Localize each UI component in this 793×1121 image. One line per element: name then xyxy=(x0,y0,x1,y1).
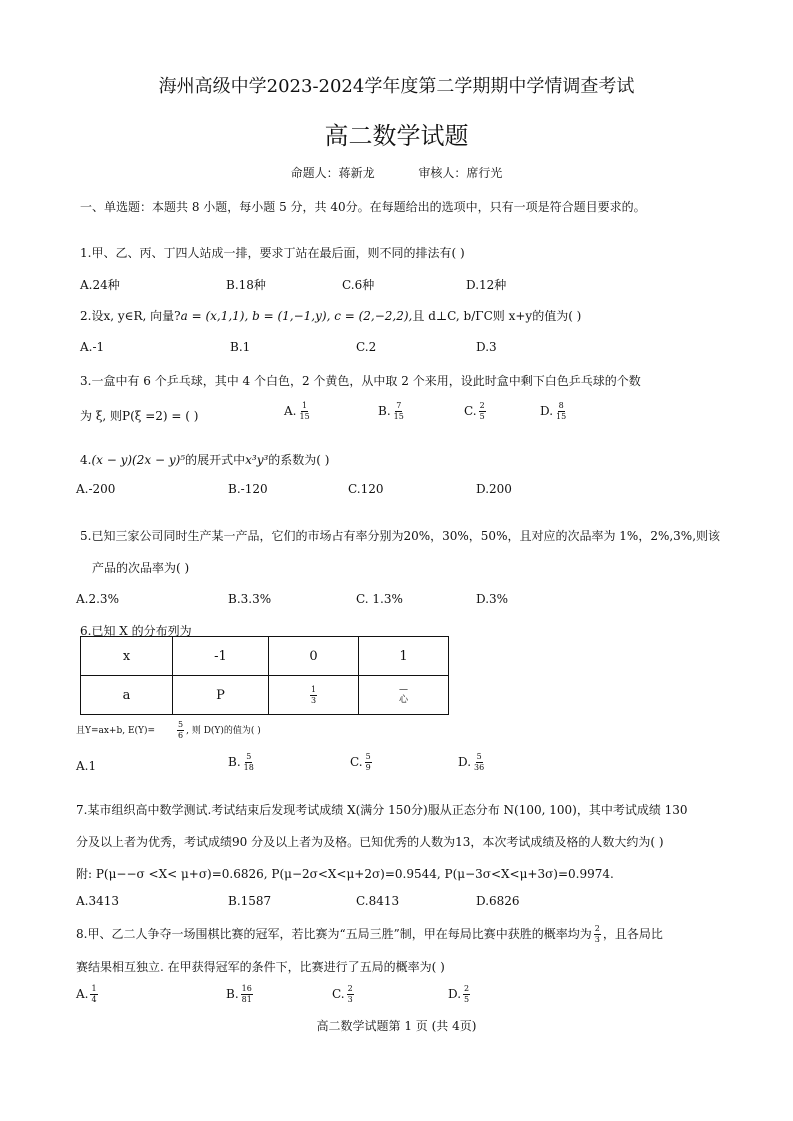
table-cell: $\frac{1}{3}$ xyxy=(269,676,359,715)
question-1-stem: 1.甲、乙、丙、丁四人站成一排，要求丁站在最后面，则不同的排法有( ) xyxy=(80,246,465,260)
q2-stem-post: 且 d⊥C, b/ΓC则 x+y的值为( ) xyxy=(412,309,582,323)
q7-option-b: B.1587 xyxy=(228,894,272,908)
q7-option-a: A.3413 xyxy=(76,894,120,908)
question-7-formula: 附: P(μ−−σ <X< μ+σ)=0.6826, P(μ−2σ<X<μ+2σ)=0.9544, P(μ−3σ<X<μ+3σ)=0.9974. xyxy=(76,867,614,881)
question-5-line1: 5.已知三家公司同时生产某一产品，它们的市场占有率分别为20%，30%，50%，且对应的次品率为 1%，2%,3%,则该 xyxy=(80,529,721,543)
q3-option-a: A. $\frac{1}{15}$ xyxy=(284,401,310,421)
q3-option-b: B. $\frac{7}{15}$ xyxy=(378,401,404,421)
table-cell: x xyxy=(81,637,173,676)
q1-option-a: A.24种 xyxy=(80,278,120,292)
q5-option-a: A.2.3% xyxy=(76,592,119,606)
setter-label: 命题人：蒋新龙 xyxy=(290,166,375,180)
paper-title: 高二数学试题 xyxy=(324,122,469,150)
question-8-line2: 赛结果相互独立. 在甲获得冠军的条件下，比赛进行了五局的概率为( ) xyxy=(76,960,445,974)
q4-option-a: A.-200 xyxy=(76,482,116,496)
q4-option-d: D.200 xyxy=(476,482,512,496)
q7-option-c: C.8413 xyxy=(356,894,400,908)
q2-option-c: C.2 xyxy=(356,340,377,354)
table-row xyxy=(81,637,449,676)
q4-option-b: B.-120 xyxy=(228,482,268,496)
question-5-line2: 产品的次品率为( ) xyxy=(92,561,190,575)
q4-term: x³y³ xyxy=(245,453,269,467)
q1-option-c: C.6种 xyxy=(342,278,375,292)
page-footer: 高二数学试题第 1 页 (共 4页) xyxy=(316,1019,477,1033)
q5-option-d: D.3% xyxy=(476,592,509,606)
question-3-line1: 3.一盒中有 6 个乒乓球，其中 4 个白色，2 个黄色，从中取 2 个来用，设此时盒中剩下白色乒乓球的个数 xyxy=(80,374,641,388)
question-4-stem: 4.(x − y)(2x − y)⁵的展开式中x³y³的系数为( ) xyxy=(80,453,330,467)
table-cell: a xyxy=(81,676,173,715)
q4-option-c: C.120 xyxy=(348,482,384,496)
q1-option-b: B.18种 xyxy=(226,278,266,292)
q4-expression: (x − y)(2x − y)⁵ xyxy=(91,453,186,467)
q2-option-a: A.-1 xyxy=(80,340,105,354)
q8-option-c: C. $\frac{2}{3}$ xyxy=(332,984,353,1004)
q5-option-c: C. 1.3% xyxy=(356,592,403,606)
q8-option-b: B. $\frac{16}{81}$ xyxy=(226,984,252,1004)
section-heading: 一、单选题：本题共 8 小题，每小题 5 分，共 40分。在每题给出的选项中，只有一项是符合题目要求的。 xyxy=(80,200,646,214)
school-exam-title: 海州高级中学2023-2024学年度第二学期期中学情调查考试 xyxy=(158,76,635,97)
question-7-line2: 分及以上者为优秀，考试成绩90 分及以上者为及格。已知优秀的人数为13，本次考试成绩及格的人数大约为( ) xyxy=(76,835,664,849)
q2-vector-math: a = (x,1,1), b = (1,−1,y), c = (2,−2,2), xyxy=(180,309,413,323)
q6-option-a: A.1 xyxy=(76,759,97,773)
table-row xyxy=(81,676,449,715)
table-cell: 1 xyxy=(359,637,449,676)
question-6-stem: 6.已知 X 的分布列为 xyxy=(80,624,192,638)
table-cell: — 心 xyxy=(359,676,449,715)
q6-option-b: B. $\frac{5}{18}$ xyxy=(228,752,254,772)
q6-option-c: C. $\frac{5}{9}$ xyxy=(350,752,371,772)
q8-option-a: A. $\frac{1}{4}$ xyxy=(76,984,97,1004)
table-cell: P xyxy=(173,676,269,715)
question-8-line1: 8.甲、乙二人争夺一场围棋比赛的冠军，若比赛为“五局三胜”制，甲在每局比赛中获胜的概率均为 $\frac{2}{3}$ ，且各局比 xyxy=(76,924,663,944)
q2-option-b: B.1 xyxy=(230,340,251,354)
question-7-line1: 7.某市组织高中数学测试.考试结束后发现考试成绩 X(满分 150分)服从正态分布 N(100, 100)，其中考试成绩 130 xyxy=(76,803,688,817)
q2-option-d: D.3 xyxy=(476,340,497,354)
q8-option-d: D. $\frac{2}{5}$ xyxy=(448,984,470,1004)
question-2-stem xyxy=(80,307,581,324)
q6-option-d: D. $\frac{5}{36}$ xyxy=(458,752,485,772)
question-3-line2: 为 ξ, 则P(ξ =2) = ( ) xyxy=(80,409,199,423)
reviewer-label: 审核人：席行光 xyxy=(418,166,503,180)
distribution-table xyxy=(80,636,449,715)
q5-option-b: B.3.3% xyxy=(228,592,272,606)
q1-option-d: D.12种 xyxy=(466,278,507,292)
q3-option-d: D. $\frac{8}{15}$ xyxy=(540,401,567,421)
authors-line xyxy=(0,164,793,181)
question-6-condition: 且Y=ax+b, E(Y)= $\frac{5}{6}$ , 则 D(Y)的值为( ) xyxy=(76,720,261,740)
q7-option-d: D.6826 xyxy=(476,894,520,908)
q2-stem-pre: 2.设x, y∈R, 向量? xyxy=(80,309,181,323)
table-cell: -1 xyxy=(173,637,269,676)
table-cell: 0 xyxy=(269,637,359,676)
q3-option-c: C. $\frac{2}{5}$ xyxy=(464,401,485,421)
